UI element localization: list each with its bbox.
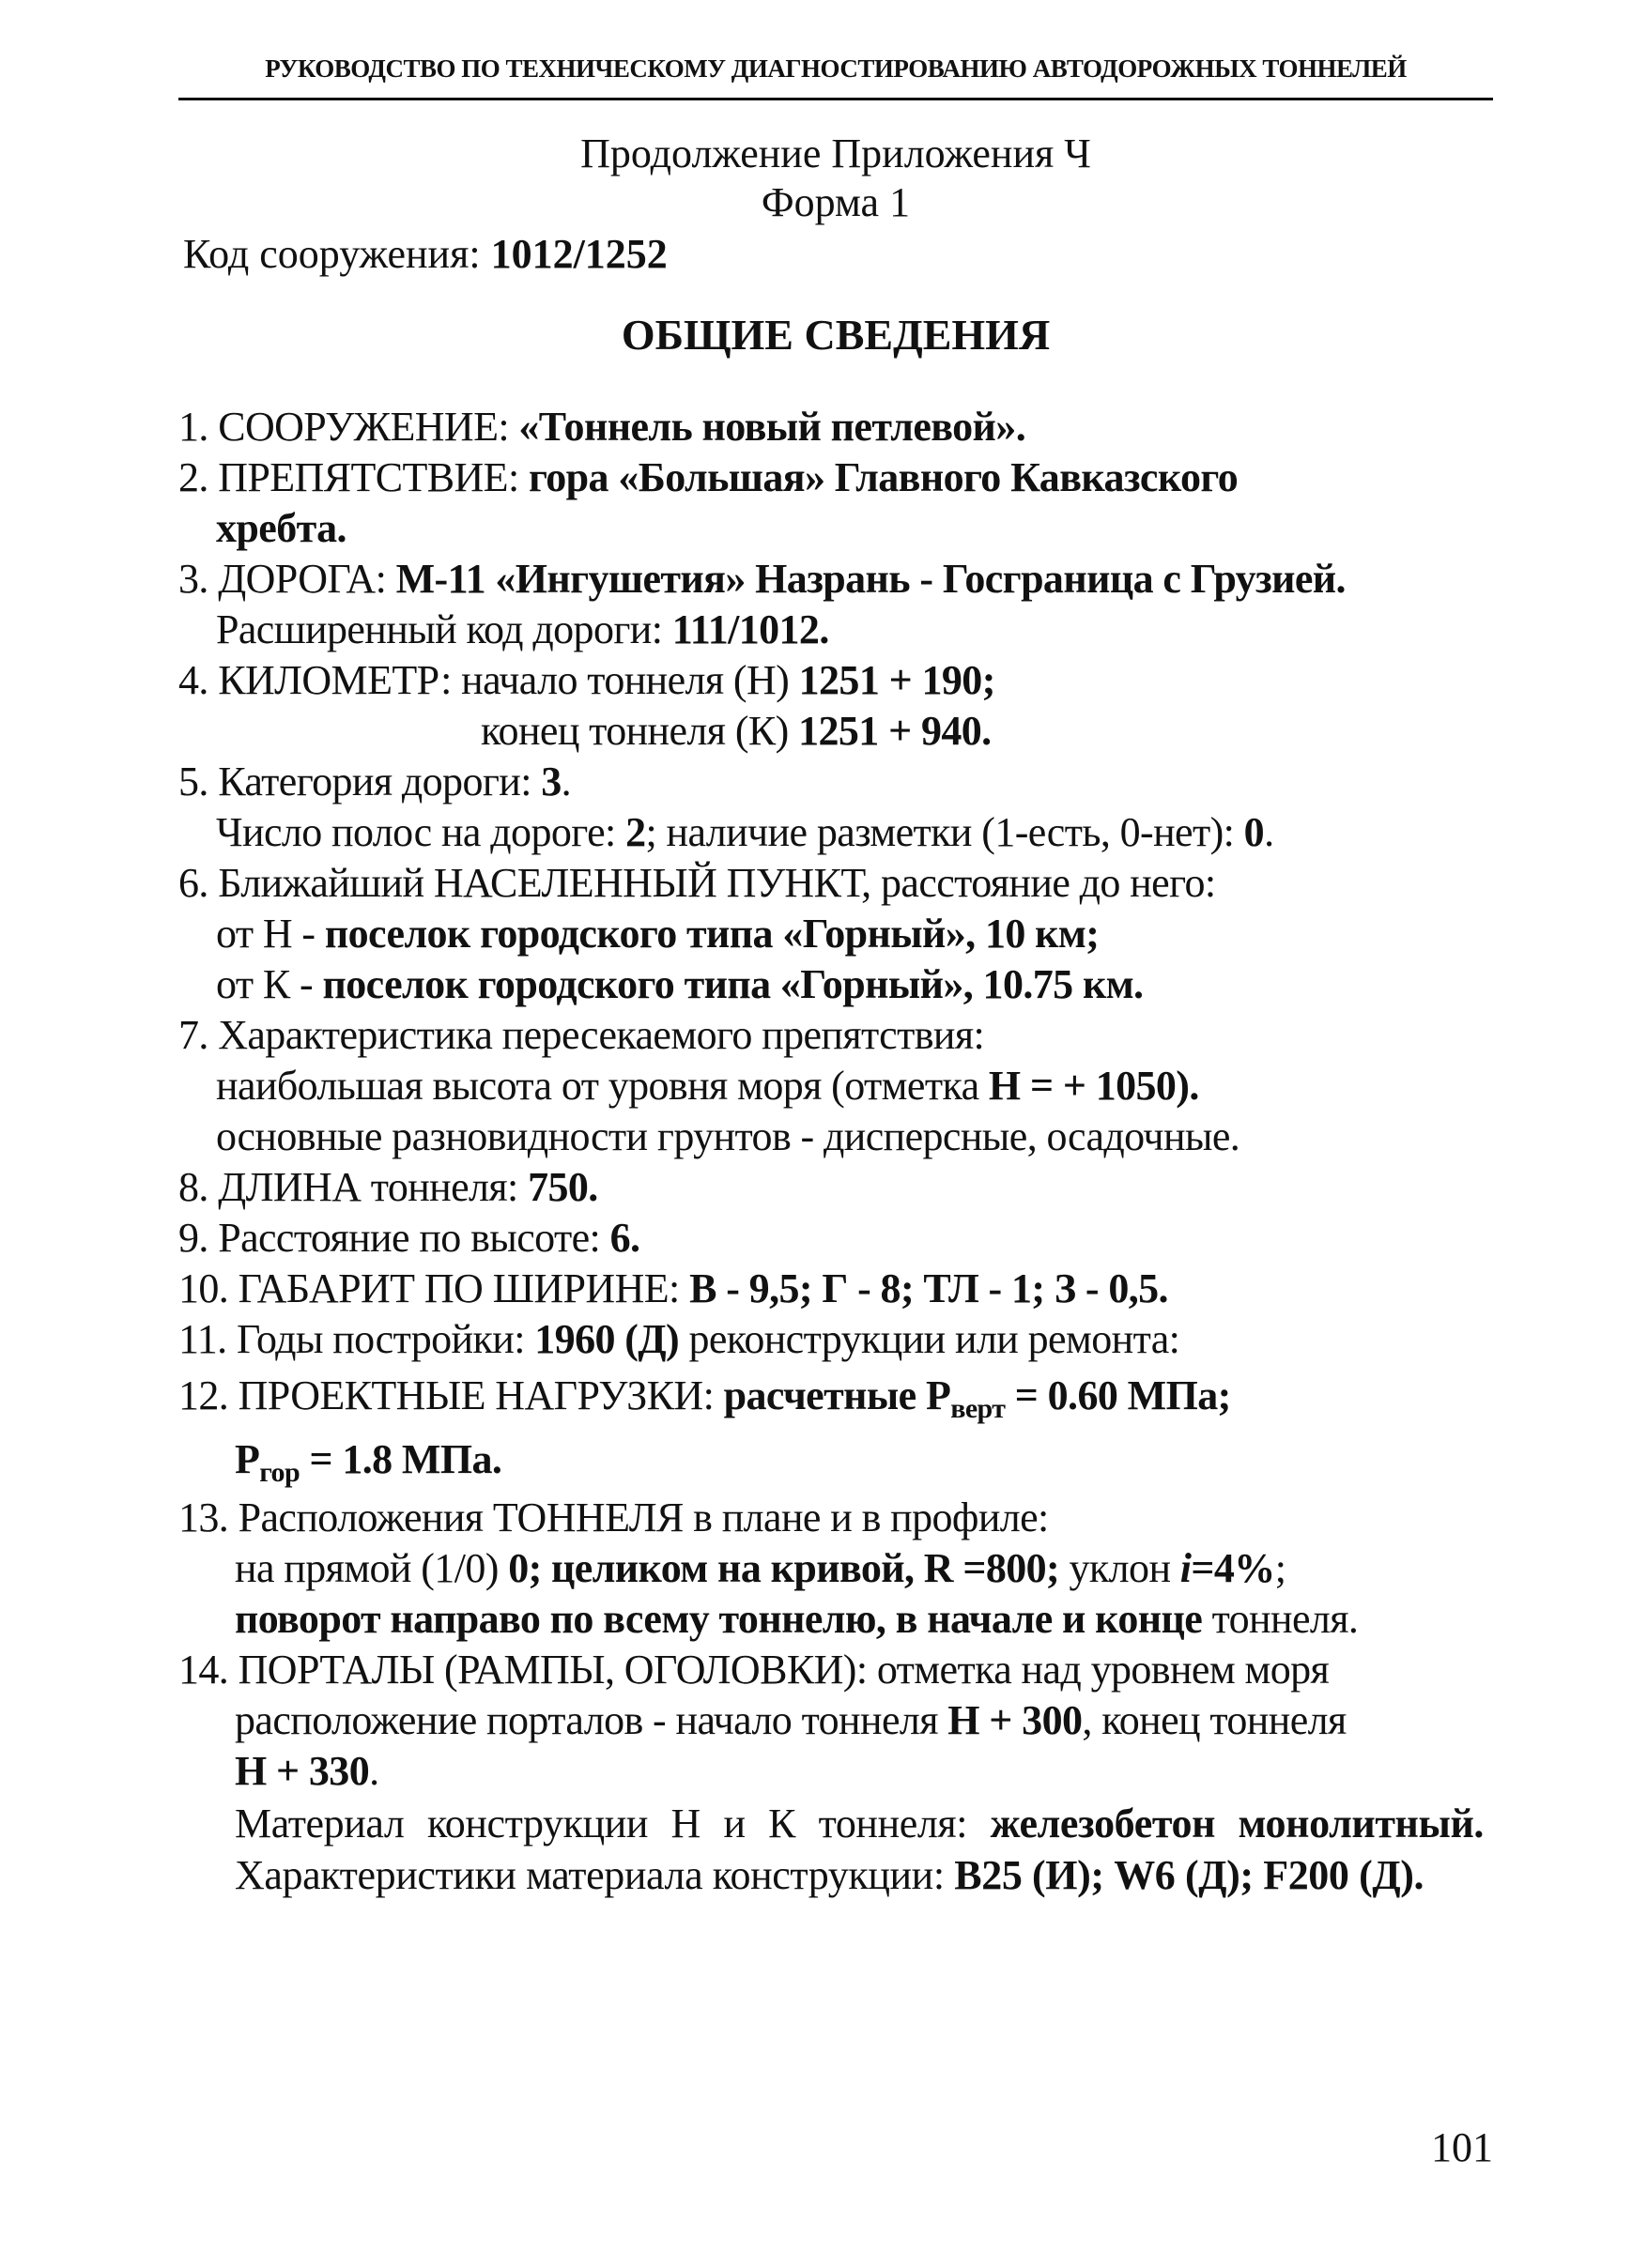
- item-value: 0: [1243, 809, 1265, 855]
- item-6-from-start: [216, 909, 1099, 959]
- item-value: поворот направо по всему тоннелю, в начале и конце: [235, 1596, 1203, 1642]
- item-value: 1251 + 940.: [798, 708, 992, 754]
- item-label: Расширенный код дороги:: [216, 606, 672, 652]
- item-label: СООРУЖЕНИЕ:: [218, 404, 519, 450]
- item-4: [178, 655, 995, 706]
- structure-code-value: 1012/1252: [490, 231, 668, 277]
- item-value: =4%: [1191, 1545, 1275, 1591]
- item-13-turn: [235, 1594, 1358, 1645]
- item-number: 8.: [178, 1164, 219, 1210]
- item-number: 1.: [178, 404, 219, 450]
- item-6-from-end: [216, 959, 1143, 1010]
- punctuation: .: [1264, 809, 1274, 855]
- punctuation: .: [369, 1748, 379, 1794]
- item-label: наибольшая высота от уровня моря (отметка: [216, 1063, 989, 1109]
- item-label: Число полос на дороге:: [216, 809, 626, 855]
- item-label: ПРОЕКТНЫЕ НАГРУЗКИ:: [238, 1372, 724, 1418]
- item-number: 9.: [178, 1215, 219, 1261]
- item-label: Характеристика пересекаемого препятствия:: [218, 1012, 985, 1058]
- item-12-horizontal: [235, 1434, 502, 1488]
- pressure-subscript: гор: [259, 1457, 300, 1488]
- item-12: [178, 1371, 1231, 1424]
- material-characteristics-label: Характеристики материала конструкции:: [235, 1852, 955, 1898]
- material-value: железобетон монолитный.: [990, 1801, 1485, 1847]
- form-title: Форма 1: [761, 179, 911, 225]
- item-value: гора «Большая» Главного Кавказского: [528, 454, 1239, 500]
- running-head: РУКОВОДСТВО ПО ТЕХНИЧЕСКОМУ ДИАГНОСТИРОВАНИЮ АВТОДОРОЖНЫХ ТОННЕЛЕЙ: [265, 54, 1407, 83]
- item-2: [178, 452, 1238, 503]
- item-value: «Тоннель новый петлевой».: [518, 404, 1026, 450]
- punctuation: ;: [1274, 1545, 1286, 1591]
- item-number: 3.: [178, 556, 219, 602]
- item-11: [178, 1314, 1179, 1365]
- pressure-subscript: верт: [950, 1393, 1006, 1424]
- item-value: 2: [625, 809, 646, 855]
- pressure-symbol: Р: [925, 1372, 951, 1418]
- item-value: 3: [541, 759, 562, 805]
- item-14-portals: [235, 1695, 1347, 1746]
- item-number: 4.: [178, 657, 219, 703]
- item-13: [178, 1493, 1049, 1543]
- material-paragraph: [235, 1798, 1484, 1901]
- item-10: [178, 1264, 1168, 1314]
- item-9: [178, 1213, 639, 1264]
- item-value: 750.: [528, 1164, 598, 1210]
- item-value: поселок городского типа «Горный», 10 км;: [324, 911, 1100, 957]
- structure-code-label: Код сооружения:: [183, 231, 491, 277]
- item-5: [178, 757, 571, 807]
- item-label: Расположения ТОННЕЛЯ в плане и в профиле:: [238, 1494, 1049, 1540]
- item-label: ДЛИНА тоннеля:: [218, 1164, 529, 1210]
- page-number: 101: [1431, 2124, 1493, 2170]
- item-number: 5.: [178, 759, 219, 805]
- item-7: [178, 1010, 984, 1061]
- item-label: Ближайший НАСЕЛЕННЫЙ ПУНКТ, расстояние до него:: [218, 860, 1216, 906]
- item-value: 6.: [609, 1215, 640, 1261]
- item-value: В - 9,5; Г - 8; ТЛ - 1; З - 0,5.: [689, 1265, 1168, 1311]
- item-7-soil: основные разновидности грунтов - дисперсные, осадочные.: [216, 1113, 1240, 1159]
- item-label: ; наличие разметки (1-есть, 0-нет):: [645, 809, 1244, 855]
- structure-code: [183, 230, 668, 278]
- item-label: на прямой (1/0): [235, 1545, 509, 1591]
- item-label: от К -: [216, 961, 323, 1007]
- item-label: Расстояние по высоте:: [218, 1215, 610, 1261]
- item-number: 12.: [178, 1372, 239, 1418]
- item-label: расположение порталов - начало тоннеля: [235, 1697, 948, 1743]
- material-label: Материал конструкции Н и К тоннеля:: [235, 1801, 991, 1847]
- item-label: реконструкции или ремонта:: [679, 1316, 1180, 1362]
- item-2-continuation: хребта.: [216, 505, 346, 551]
- item-number: 13.: [178, 1494, 239, 1540]
- item-value: Н + 330: [235, 1748, 370, 1794]
- item-label: ДОРОГА:: [218, 556, 396, 602]
- item-value: расчетные: [723, 1372, 926, 1418]
- item-value: Н + 300: [947, 1697, 1083, 1743]
- item-number: 11.: [178, 1316, 237, 1362]
- item-value: поселок городского типа «Горный», 10.75 км.: [322, 961, 1144, 1007]
- item-value: = 1.8 МПа.: [300, 1436, 502, 1482]
- item-label: ПРЕПЯТСТВИЕ:: [218, 454, 529, 500]
- item-label: от Н -: [216, 911, 325, 957]
- item-value: 1251 + 190;: [798, 657, 995, 703]
- item-3-extended-code: [216, 605, 829, 655]
- pressure-symbol: Р: [235, 1436, 260, 1482]
- item-value: 0; целиком на кривой, R =800;: [508, 1545, 1060, 1591]
- item-label: ГАБАРИТ ПО ШИРИНЕ:: [238, 1265, 690, 1311]
- material-characteristics-value: В25 (И); W6 (Д); F200 (Д).: [954, 1852, 1424, 1898]
- slope-symbol: i: [1179, 1545, 1192, 1591]
- item-14: [178, 1645, 1329, 1695]
- item-label: , конец тоннеля: [1082, 1697, 1347, 1743]
- item-14-portals-end: [235, 1746, 379, 1797]
- item-label: тоннеля.: [1202, 1596, 1359, 1642]
- item-number: 2.: [178, 454, 219, 500]
- item-8: [178, 1162, 598, 1213]
- item-7-height: [216, 1061, 1199, 1111]
- item-value: = 0.60 МПа;: [1005, 1372, 1231, 1418]
- item-3: [178, 554, 1346, 605]
- item-number: 7.: [178, 1012, 219, 1058]
- header-rule: [178, 98, 1493, 100]
- item-6: [178, 858, 1216, 909]
- item-number: 10.: [178, 1265, 239, 1311]
- item-5-lanes: [216, 807, 1273, 858]
- item-label: Категория дороги:: [218, 759, 542, 805]
- item-label: КИЛОМЕТР: начало тоннеля (Н): [218, 657, 799, 703]
- item-label: уклон: [1059, 1545, 1180, 1591]
- item-label: конец тоннеля (К): [481, 708, 799, 754]
- item-label: ПОРТАЛЫ (РАМПЫ, ОГОЛОВКИ): отметка над уровнем моря: [238, 1647, 1330, 1693]
- item-value: Н = + 1050).: [988, 1063, 1199, 1109]
- item-13-plan: [235, 1543, 1286, 1594]
- item-value: 111/1012.: [671, 606, 829, 652]
- item-4-end: [481, 706, 992, 757]
- item-value: 1960 (Д): [534, 1316, 680, 1362]
- punctuation: .: [561, 759, 572, 805]
- item-number: 14.: [178, 1647, 239, 1693]
- section-title: ОБЩИЕ СВЕДЕНИЯ: [621, 311, 1051, 359]
- item-1: [178, 402, 1025, 452]
- appendix-title: Продолжение Приложения Ч: [580, 130, 1091, 176]
- item-value: М-11 «Ингушетия» Назрань - Госграница с Грузией.: [395, 556, 1346, 602]
- item-label: Годы постройки:: [236, 1316, 535, 1362]
- item-number: 6.: [178, 860, 219, 906]
